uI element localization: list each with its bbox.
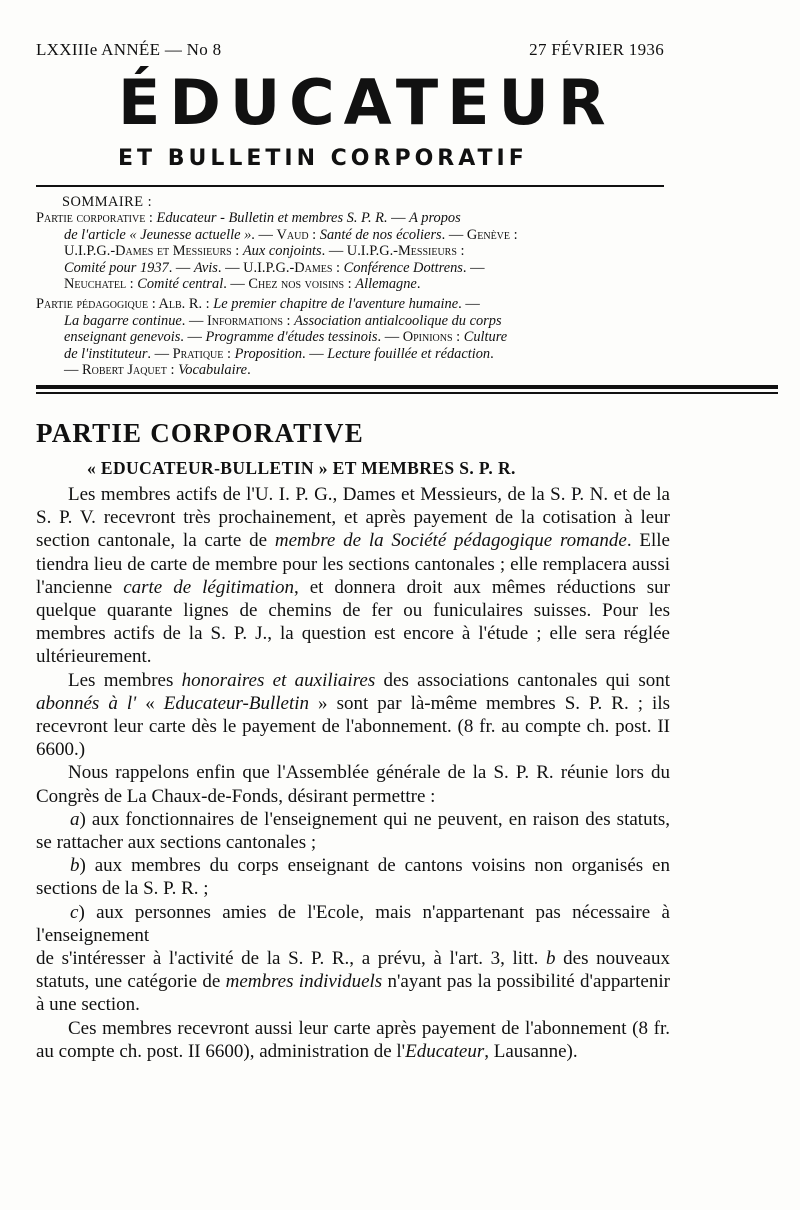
summary-rule-bottom [36, 392, 778, 394]
section-title: PARTIE CORPORATIVE [36, 418, 364, 448]
paragraph-1: Les membres actifs de l'U. I. P. G., Dames et Messieurs, de la S. P. N. et de la S. P. V. recevront très prochainement, et après payement de la cotisation à leur section cantonale, la carte de membre de la Société pédagogique romande. Elle tiendra lieu de carte de membre pour les sections cantonales ; elle remplacera aussi l'ancienne carte de légitimation, et donnera droit aux mêmes réductions sur quelque quarante lignes de chemins de fer ou funiculaires suisses. Pour les membres actifs de la S. P. J., la question est encore à l'étude ; elle sera réglée ultérieurement. [36, 484, 670, 668]
list-item-b: b) aux membres du corps enseignant de cantons voisins non organisés en sections de la S. P. R. ; [36, 855, 670, 900]
paragraph-5: Ces membres recevront aussi leur carte après payement de l'abonnement (8 fr. au compte ch. post. II 6600), administration de l'Educateur, Lausanne). [36, 1017, 670, 1062]
summary-rule-top [36, 385, 778, 389]
list-item-c: c) aux personnes amies de l'Ecole, mais n'appartenant pas nécessaire à l'enseignement [36, 901, 670, 946]
article-body [36, 483, 670, 1063]
summary-pedagogic: Partie pédagogique : Alb. R. : Le premier chapitre de l'aventure humaine. — La bagarre continue. — Informations : Association antialcoolique du corps enseignant genevois. — Programme d'études tessinois. — Opinions : Culture de l'instituteur. — Pratique : Proposition. — Lecture fouillée et rédaction. — Robert Jaquet : Vocabulaire. [36, 296, 508, 379]
header-rule [36, 185, 664, 187]
masthead-subtitle: ET BULLETIN CORPORATIF [118, 146, 528, 171]
summary-corporative: Partie corporative : Educateur - Bulletin et membres S. P. R. — A propos de l'article « Jeunesse actuelle ». — Vaud : Santé de nos écoliers. — Genève : U.I.P.G.-Dames et Messieurs : Aux conjoints. — U.I.P.G.-Messieurs : Comité pour 1937. — Avis. — U.I.P.G.-Dames : Conférence Dottrens. — Neuchatel : Comité central. — Chez nos voisins : Allemagne. [36, 210, 518, 293]
issue-date: 27 FÉVRIER 1936 [529, 40, 664, 59]
table-of-contents [36, 194, 676, 382]
masthead-title: ÉDUCATEUR [118, 66, 615, 139]
issue-line [36, 40, 664, 60]
summary-label: SOMMAIRE : [62, 194, 153, 210]
paragraph-4: de s'intéresser à l'activité de la S. P. R., a prévu, à l'art. 3, litt. b des nouveaux statuts, une catégorie de membres individuels n'ayant pas la possibilité d'appartenir à une section. [36, 948, 670, 1016]
paragraph-2: Les membres honoraires et auxiliaires des associations cantonales qui sont abonnés à l' « Educateur-Bulletin » sont par là-même membres S. P. R. ; ils recevront leur carte dès le payement de l'abonnement. (8 fr. au compte ch. post. II 6600.) [36, 669, 670, 761]
issue-number: LXXIIIe ANNÉE — No 8 [36, 40, 222, 59]
article-title: « EDUCATEUR-BULLETIN » ET MEMBRES S. P. R. [87, 458, 516, 478]
paragraph-3: Nous rappelons enfin que l'Assemblée générale de la S. P. R. réunie lors du Congrès de La Chaux-de-Fonds, désirant permettre : [36, 762, 670, 807]
list-item-a: a) aux fonctionnaires de l'enseignement qui ne peuvent, en raison des statuts, se rattacher aux sections cantonales ; [36, 808, 670, 854]
